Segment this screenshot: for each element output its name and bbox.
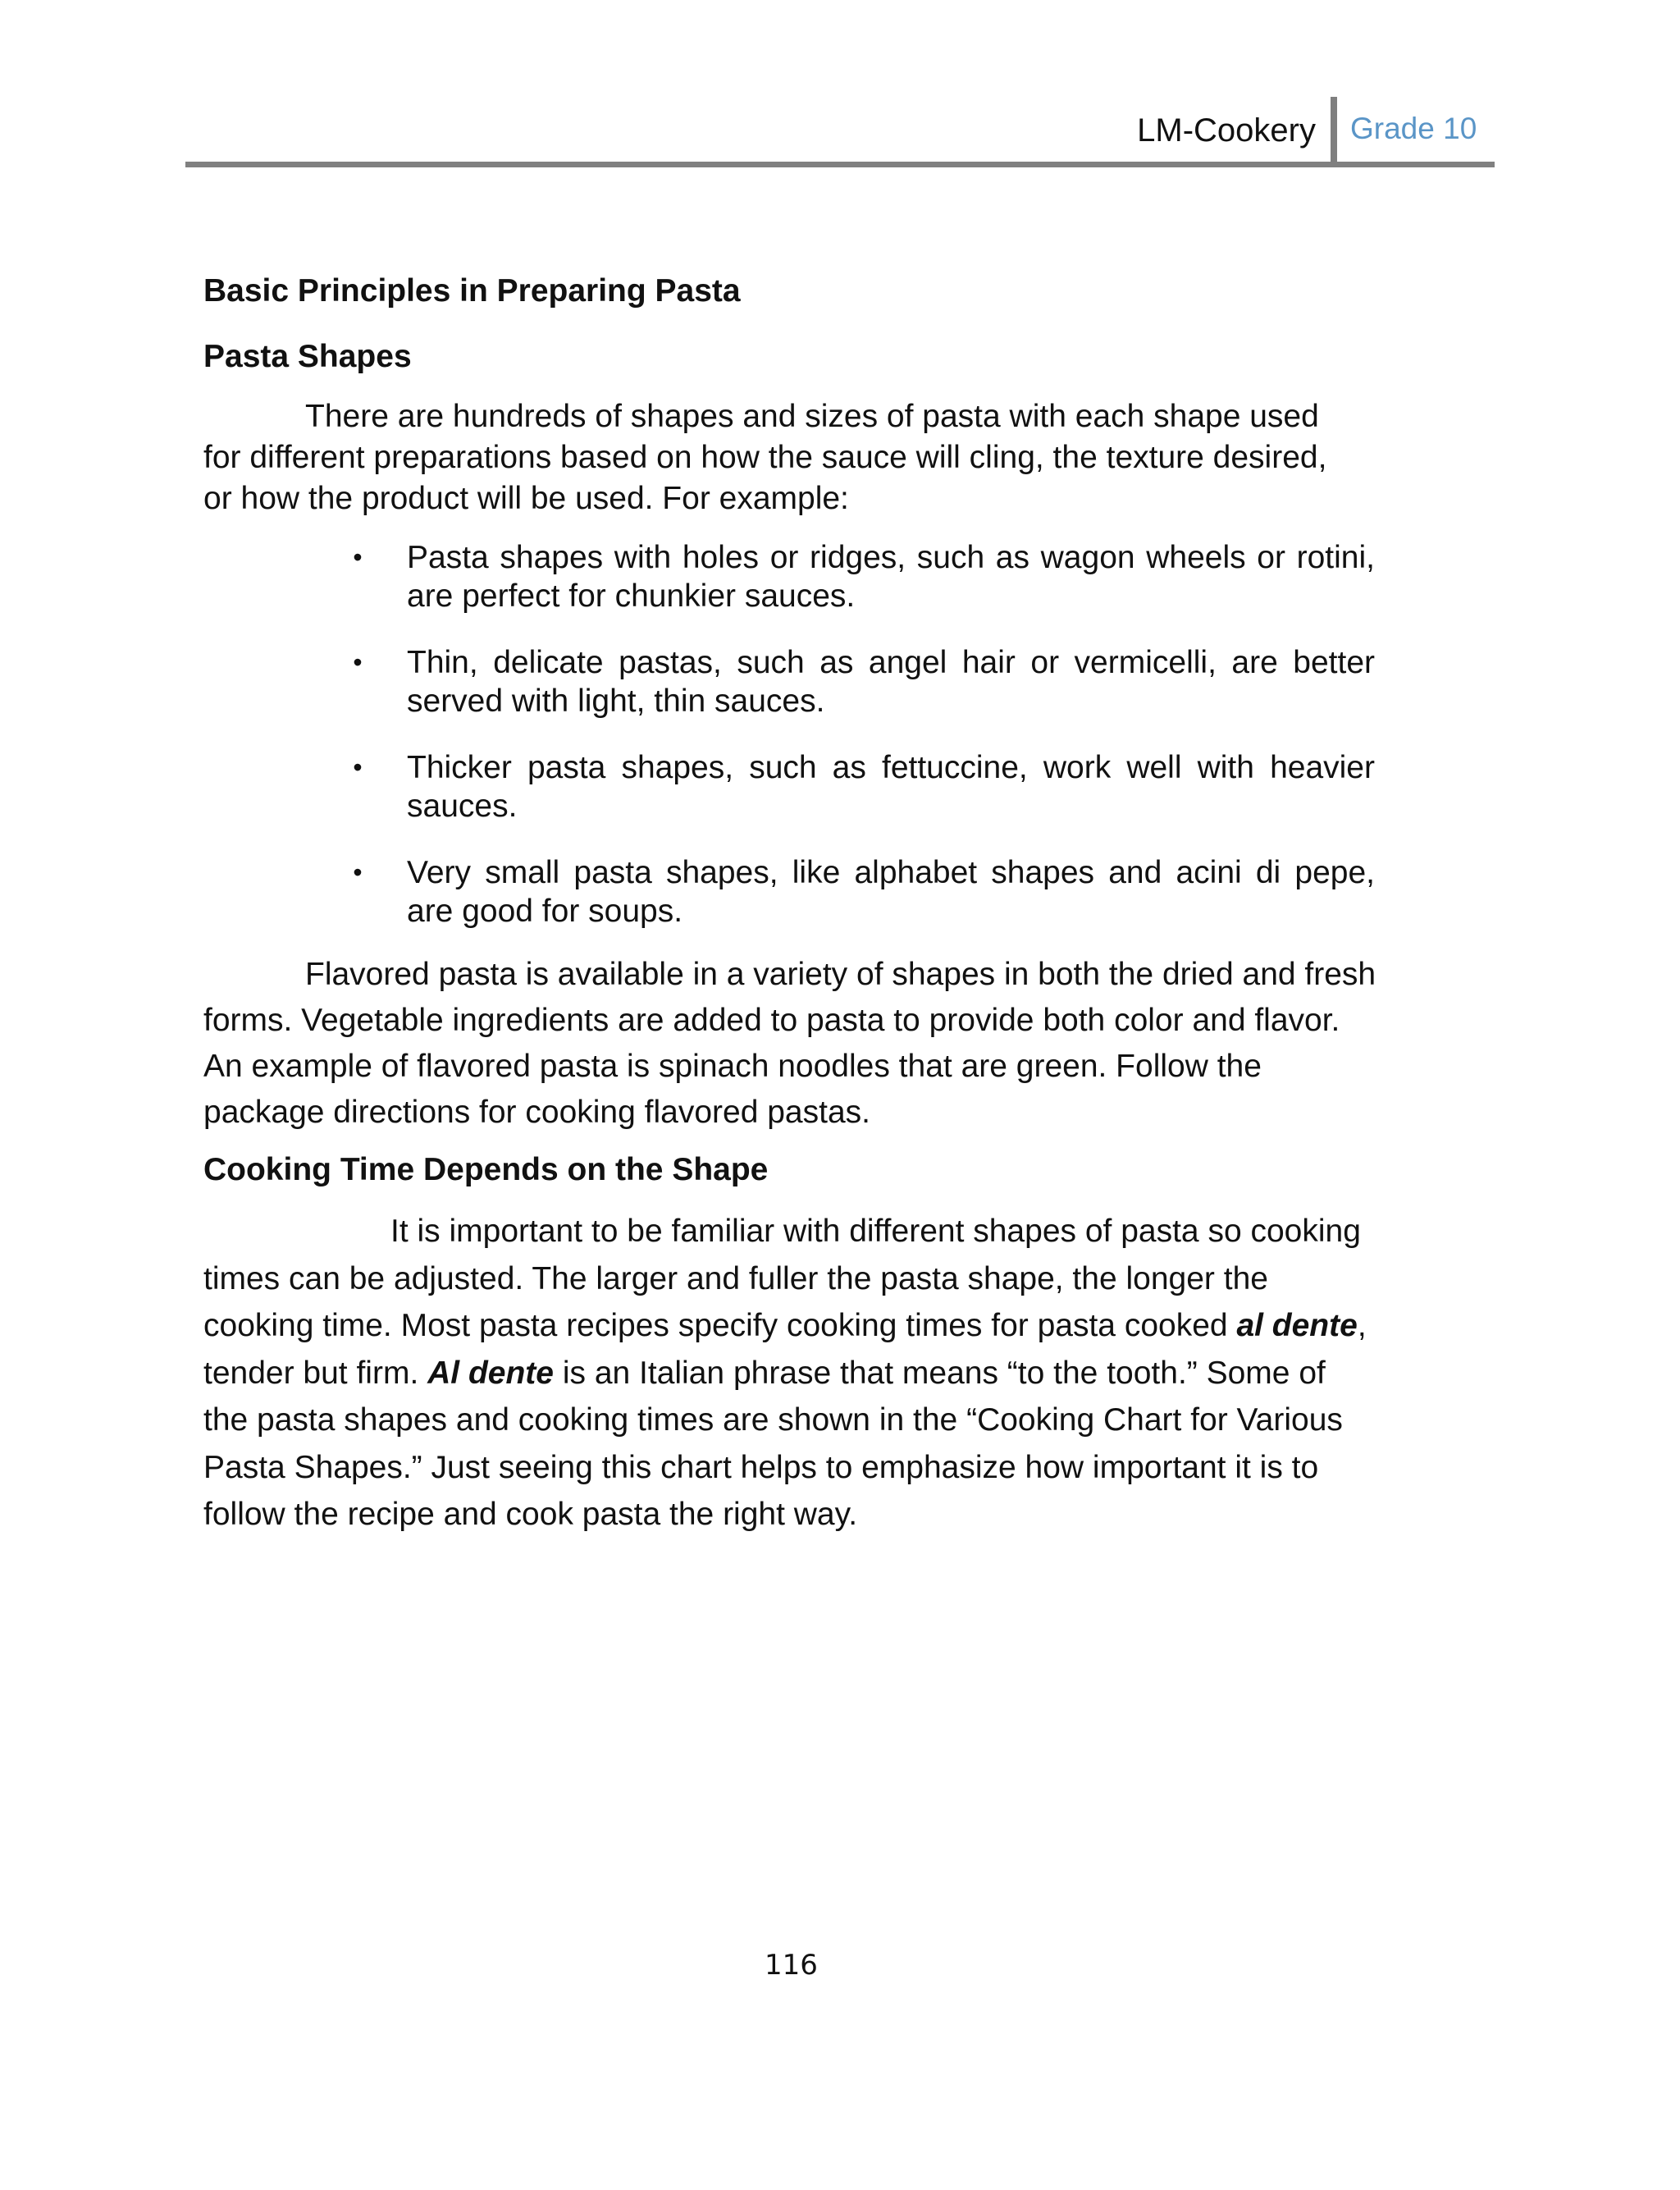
al-dente-term: al dente bbox=[1236, 1308, 1358, 1343]
al-dente-term-capitalized: Al dente bbox=[427, 1355, 554, 1391]
page-header bbox=[185, 97, 1495, 167]
header-divider bbox=[1331, 97, 1337, 167]
header-title: LM-Cookery bbox=[1137, 112, 1316, 149]
list-item bbox=[353, 853, 1578, 930]
flavored-pasta-paragraph: Flavored pasta is available in a variety of shapes in both the dried and fresh forms. Vegetable ingredients are added to pasta to provide both color and flavor. An example of flavored pasta is spinach noodles that are green. Follow the package directions for cooking flavored pastas. bbox=[203, 957, 1376, 1130]
section-title: Basic Principles in Preparing Pasta bbox=[203, 273, 741, 309]
bullet-icon: • bbox=[353, 542, 363, 572]
header-grade: Grade 10 bbox=[1350, 112, 1477, 145]
list-item-text: Thin, delicate pastas, such as angel hair or vermicelli, are better served with light, thin sauces. bbox=[407, 645, 1375, 719]
list-item bbox=[353, 538, 1578, 615]
document-body bbox=[203, 267, 1376, 1538]
list-item bbox=[353, 748, 1578, 825]
page-number: 116 bbox=[765, 1949, 818, 1982]
list-item-text: Thicker pasta shapes, such as fettuccine, work well with heavier sauces. bbox=[407, 750, 1375, 824]
pasta-shapes-heading: Pasta Shapes bbox=[203, 339, 412, 374]
header-rule bbox=[185, 162, 1495, 167]
bullet-icon: • bbox=[353, 857, 363, 887]
list-item-text: Very small pasta shapes, like alphabet shapes and acini di pepe, are good for soups. bbox=[407, 855, 1375, 929]
bullet-icon: • bbox=[353, 647, 363, 677]
cooking-time-text-3: is an Italian phrase that means “to the tooth.” Some of the pasta shapes and cooking times are shown in the “Cooking Chart for Various Pasta Shapes.” Just seeing this chart helps to emphasize how important it is to follow the recipe and cook pasta the right way. bbox=[203, 1355, 1343, 1532]
cooking-time-paragraph bbox=[203, 1208, 1376, 1538]
list-item-text: Pasta shapes with holes or ridges, such as wagon wheels or rotini, are perfect for chunkier sauces. bbox=[407, 540, 1375, 614]
bullet-icon: • bbox=[353, 752, 363, 782]
cooking-time-heading: Cooking Time Depends on the Shape bbox=[203, 1152, 769, 1187]
pasta-shapes-intro: There are hundreds of shapes and sizes of pasta with each shape used for different preparations based on how the sauce will cling, the texture desired, or how the product will be used. For example: bbox=[203, 399, 1327, 516]
pasta-shapes-list bbox=[203, 538, 1376, 930]
cooking-time-text-1: It is important to be familiar with different shapes of pasta so cooking times can be adjusted. The larger and fuller the pasta shape, the longer the cooking time. Most pasta recipes specify cooking times for pasta cooked bbox=[203, 1214, 1361, 1343]
list-item bbox=[353, 643, 1578, 720]
cooking-time-text-2: , tender but firm. bbox=[203, 1308, 1367, 1391]
